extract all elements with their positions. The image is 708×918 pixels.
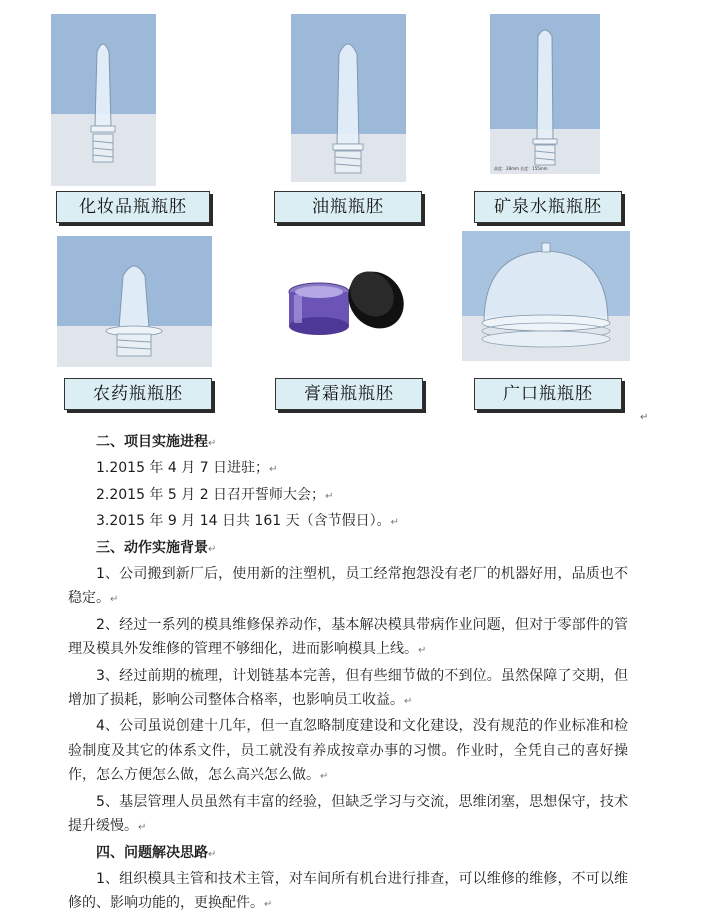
caption-oil-preform: 油瓶瓶胚 (274, 191, 422, 223)
paragraph-mark: ↵ (208, 848, 217, 860)
text-run: 1、公司搬到新厂后，使用新的注塑机，员工经常抱怨没有老厂的机器好用，品质也不稳定。 (68, 566, 628, 607)
photo-scale-label: 高度：28mm 长度：155mm (494, 166, 548, 171)
paragraph-mark: ↵ (390, 517, 399, 529)
paragraph-mark: ↵ (640, 412, 649, 423)
text-run: 四、问题解决思路 (96, 844, 208, 861)
text-run: 2.2015 年 5 月 2 日召开誓师大会； (96, 486, 326, 503)
paragraph-mark: ↵ (208, 543, 217, 555)
paragraph-mark: ↵ (404, 696, 413, 708)
paragraph (68, 562, 628, 613)
paragraph-mark: ↵ (269, 464, 278, 476)
paragraph-mark: ↵ (320, 771, 329, 783)
pesticide-preform-photo (57, 236, 212, 367)
text-run: 1、组织模具主管和技术主管，对车间所有机台进行排查，可以维修的维修，不可以维修的、影响功能的，更换配件。 (68, 870, 628, 912)
caption-cosmetic-preform: 化妆品瓶瓶胚 (56, 191, 210, 223)
paragraph (68, 664, 628, 715)
caption-cream-jar-preform: 膏霜瓶瓶胚 (275, 378, 423, 410)
text-run: 5、基层管理人员虽然有丰富的经验，但缺乏学习与交流，思维闭塞，思想保守，技术提升缓慢。 (68, 793, 628, 835)
text-run: 3.2015 年 9 月 14 日共 161 天（含节假日）。 (96, 513, 391, 530)
caption-pesticide-preform: 农药瓶瓶胚 (64, 378, 212, 410)
text-run: 3、经过前期的梳理，计划链基本完善，但有些细节做的不到位。虽然保障了交期，但增加了损耗，影响公司整体合格率，也影响员工收益。 (68, 667, 628, 709)
paragraph (68, 867, 628, 918)
list-item (68, 509, 628, 535)
cream-jar-photo (284, 262, 406, 340)
paragraph-mark: ↵ (418, 645, 427, 657)
text-run: 1.2015 年 4 月 7 日进驻； (96, 460, 270, 477)
section-heading (68, 841, 628, 867)
section-heading (68, 430, 628, 456)
text-run: 三、动作实施背景 (96, 539, 208, 556)
paragraph-mark: ↵ (325, 490, 334, 502)
paragraph-mark: ↵ (264, 899, 273, 911)
paragraph-mark: ↵ (208, 438, 217, 449)
wide-mouth-preform-photo (462, 231, 630, 361)
paragraph (68, 790, 628, 841)
caption-wide-mouth-preform: 广口瓶瓶胚 (474, 378, 622, 410)
paragraph-mark: ↵ (110, 594, 119, 606)
paragraph (68, 714, 628, 789)
text-run: 2、经过一系列的模具维修保养动作，基本解决模具带病作业问题，但对于零部件的管理及模具外发维修的管理不够细化，进而影响模具上线。 (68, 616, 628, 658)
section-heading (68, 536, 628, 562)
list-item (68, 483, 628, 509)
paragraph-mark: ↵ (138, 822, 147, 834)
paragraph (68, 613, 628, 664)
text-run: 4、公司虽说创建十几年，但一直忽略制度建设和文化建设，没有规范的作业标准和检验制度及其它的体系文件，员工就没有养成按章办事的习惯。作业时，全凭自己的喜好操作，怎么方便怎么做，怎么高兴怎么做。 (68, 718, 628, 784)
document-body (68, 430, 628, 918)
text-run: 二、项目实施进程 (96, 434, 208, 450)
caption-water-preform: 矿泉水瓶瓶胚 (474, 191, 622, 223)
water-preform-photo (490, 14, 600, 174)
oil-preform-photo (291, 14, 406, 182)
list-item (68, 456, 628, 482)
cosmetic-preform-photo (51, 14, 156, 186)
